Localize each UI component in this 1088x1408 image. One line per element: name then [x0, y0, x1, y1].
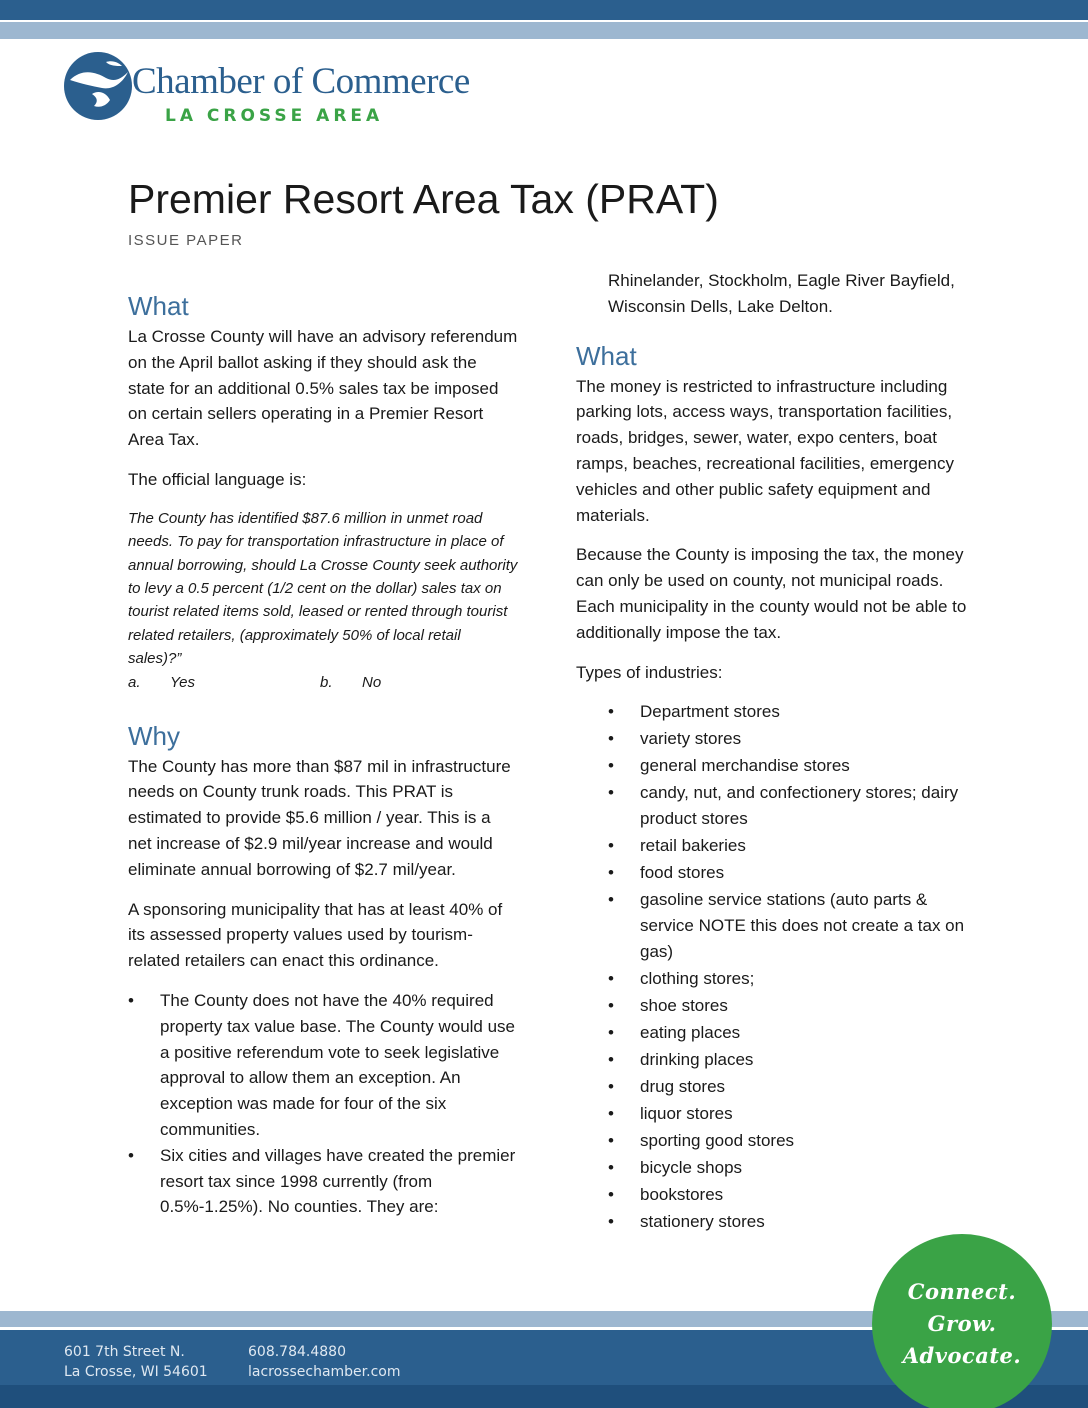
right-column [576, 268, 976, 1235]
list-item: • Six cities and villages have created the premier resort tax since 1998 currently (from 0.5%-1.25%). No counties. They are: [128, 1143, 518, 1220]
page-title: Premier Resort Area Tax (PRAT) [128, 176, 719, 222]
list-item: • The County does not have the 40% required property tax value base. The County would use a positive referendum vote to seek legislative approval to allow them an exception. An exception was made for four of the six communities. [128, 988, 518, 1143]
list-item: • Department stores [608, 699, 976, 725]
why-heading: Why [128, 720, 180, 751]
why-bullet-list [128, 988, 518, 1220]
option-no [320, 671, 381, 694]
list-item: • retail bakeries [608, 833, 976, 859]
list-item: • drinking places [608, 1047, 976, 1073]
list-item: • general merchandise stores [608, 753, 976, 779]
list-item: • stationery stores [608, 1209, 976, 1235]
list-item: • bookstores [608, 1182, 976, 1208]
what-heading-2: What [576, 340, 637, 371]
address-line-1: 601 7th Street N. [64, 1344, 185, 1360]
list-item: • variety stores [608, 726, 976, 752]
footer-phone: 608.784.4880 [248, 1344, 346, 1360]
official-language-quote: The County has identified $87.6 million in unmet road needs. To pay for transportation infrastructure in place of annual borrowing, should La Crosse County seek authority to levy a 0.5 percent (1/2 cent on the dollar) sales tax on tourist related items sold, leased or rented through tourist related retailers, (approximately 50% of local retail sales)?” [128, 509, 518, 668]
list-item: • gasoline service stations (auto parts & service NOTE this does not create a tax on gas) [608, 887, 976, 964]
list-item: • candy, nut, and confectionery stores; dairy product stores [608, 780, 976, 832]
option-yes [128, 671, 320, 694]
why-paragraph-1: The County has more than $87 mil in infrastructure needs on County trunk roads. This PRAT is estimated to provide $5.6 million / year. This is a net increase of $2.9 mil/year increase and would eliminate annual borrowing of $2.7 mil/year. [128, 756, 511, 879]
connect-grow-advocate-badge [872, 1234, 1052, 1408]
left-column [128, 290, 518, 1220]
page-subtitle: ISSUE PAPER [128, 232, 244, 249]
list-item: • eating places [608, 1020, 976, 1046]
option-a-letter: a. [128, 673, 141, 691]
what-paragraph: La Crosse County will have an advisory referendum on the April ballot asking if they should ask the state for an additional 0.5% sales tax be imposed on certain sellers operating in a Premier Resort Area Tax. [128, 327, 518, 450]
official-language-intro: The official language is: [128, 469, 307, 489]
industries-list [608, 699, 976, 1234]
option-b-label: No [362, 673, 382, 691]
option-b-letter: b. [320, 673, 333, 691]
logo-title: Chamber of Commerce [132, 61, 470, 102]
badge-line-grow: Grow. [927, 1311, 997, 1336]
county-roads-paragraph: Because the County is imposing the tax, the money can only be used on county, not municipal roads. Each municipality in the county would not be able to additionally impose the tax. [576, 545, 967, 642]
list-item: • drug stores [608, 1074, 976, 1100]
why-paragraph-2: A sponsoring municipality that has at least 40% of its assessed property values used by tourism-related retailers can enact this ordinance. [128, 899, 503, 971]
list-item: • shoe stores [608, 993, 976, 1019]
footer-website[interactable]: lacrossechamber.com [248, 1364, 401, 1380]
badge-line-connect: Connect. [907, 1279, 1017, 1304]
ballot-options [128, 671, 518, 694]
list-item: • liquor stores [608, 1101, 976, 1127]
badge-line-advocate: Advocate. [902, 1343, 1022, 1368]
top-bar-dark [0, 0, 1088, 20]
chamber-logo [62, 50, 470, 130]
list-item: • bicycle shops [608, 1155, 976, 1181]
what-heading: What [128, 291, 189, 321]
option-a-label: Yes [170, 673, 196, 691]
industries-intro: Types of industries: [576, 662, 723, 682]
logo-subtitle: LA CROSSE AREA [165, 106, 384, 126]
top-bar-light [0, 22, 1088, 39]
list-item: • sporting good stores [608, 1128, 976, 1154]
footer-contact [248, 1342, 401, 1382]
footer-address [64, 1342, 208, 1382]
list-item: • food stores [608, 860, 976, 886]
address-line-2: La Crosse, WI 54601 [64, 1364, 208, 1380]
money-restriction-paragraph: The money is restricted to infrastructure including parking lots, access ways, transportation facilities, roads, bridges, sewer, water, expo centers, boat ramps, beaches, recreational facilities, emergency vehicles and other public safety equipment and materials. [576, 376, 954, 525]
chamber-logo-icon [62, 50, 134, 122]
list-item: • clothing stores; [608, 966, 976, 992]
cities-list: Rhinelander, Stockholm, Eagle River Bayfield, Wisconsin Dells, Lake Delton. [608, 271, 955, 316]
